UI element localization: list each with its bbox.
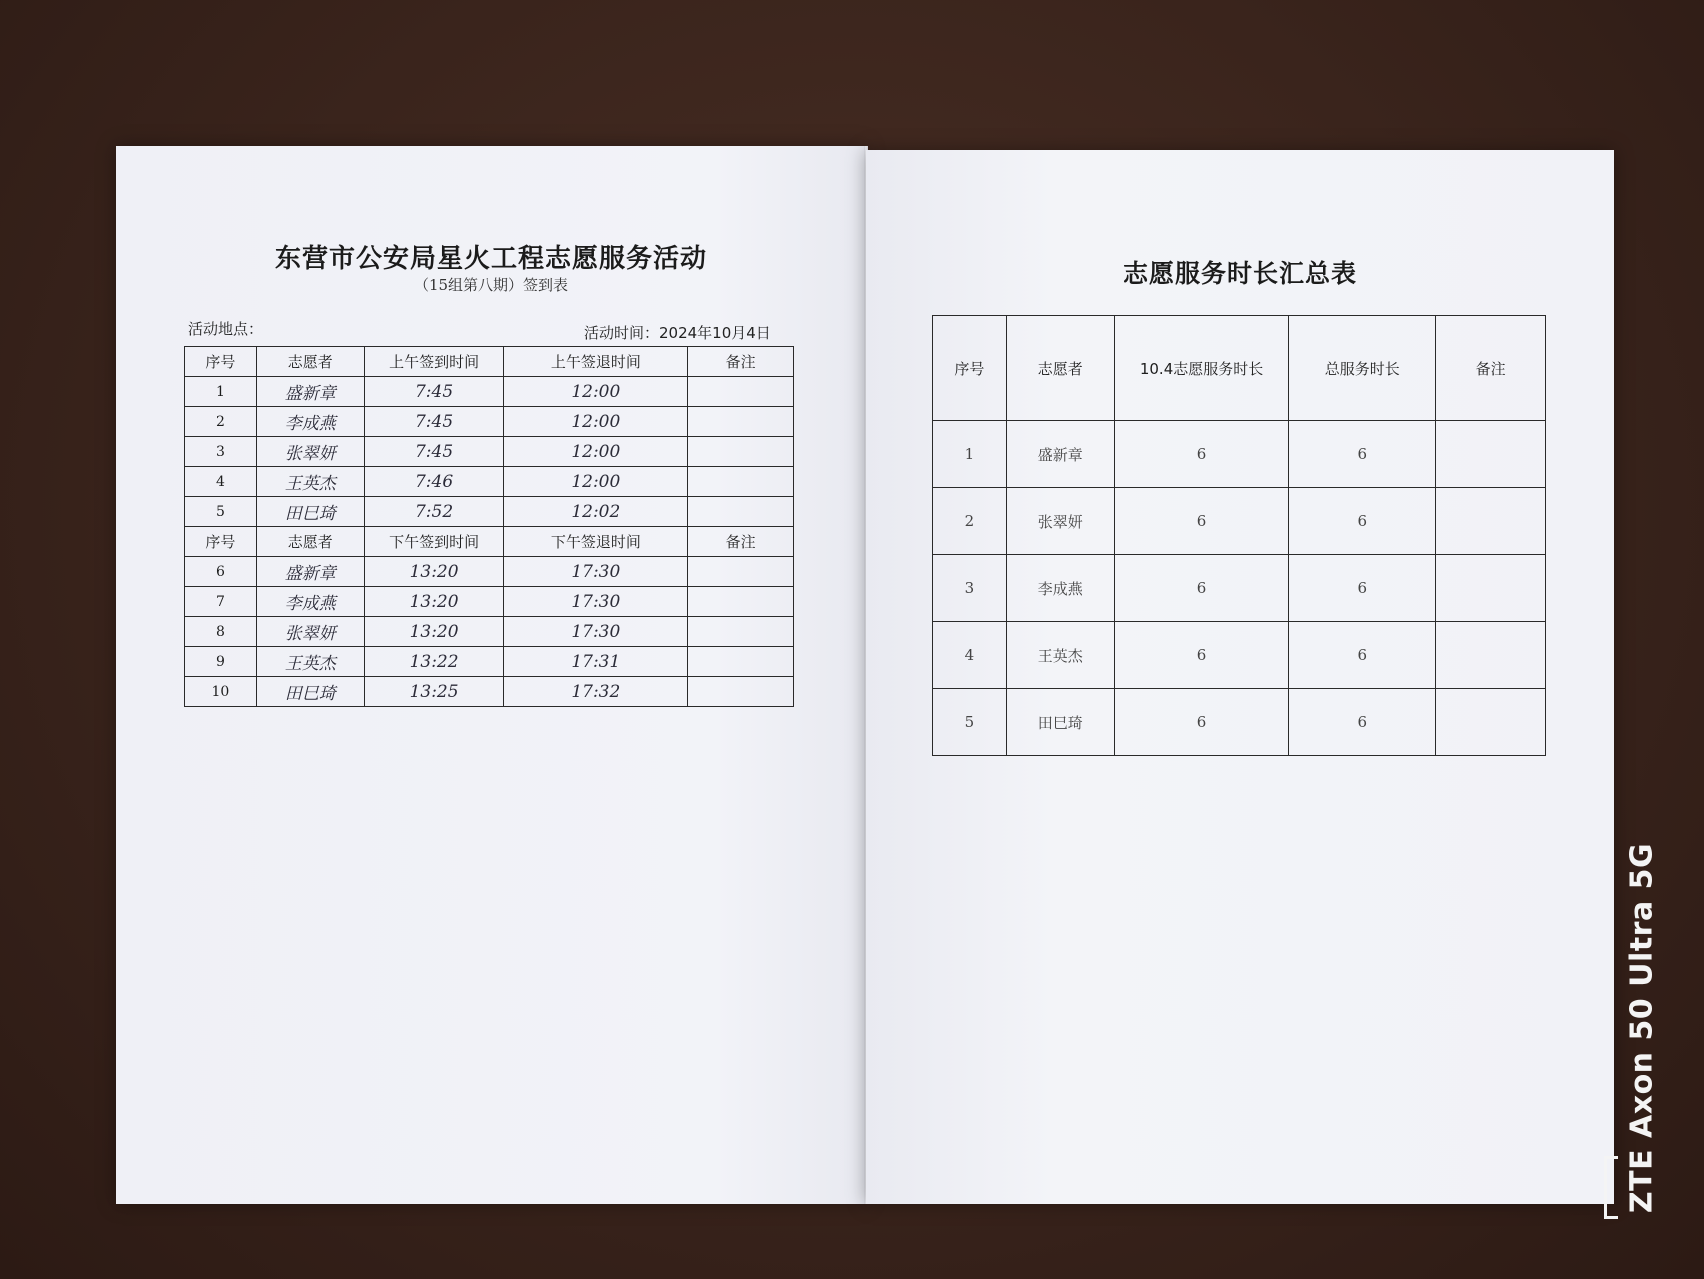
volunteer-signature: 盛新章 (256, 377, 364, 407)
note-cell (688, 407, 794, 437)
service-hours: 6 (1114, 689, 1289, 756)
sign-out-time: 12:00 (504, 377, 688, 407)
header-service-hours: 10.4志愿服务时长 (1114, 316, 1289, 421)
row-number: 1 (933, 421, 1007, 488)
total-hours: 6 (1289, 488, 1436, 555)
total-hours: 6 (1289, 689, 1436, 756)
table-row (185, 587, 794, 617)
sign-in-time: 7:46 (364, 467, 504, 497)
row-number: 3 (185, 437, 257, 467)
volunteer-name: 张翠妍 (1006, 488, 1114, 555)
table-row (185, 467, 794, 497)
table-row (185, 617, 794, 647)
note-cell (1436, 421, 1546, 488)
volunteer-name: 田巳琦 (1006, 689, 1114, 756)
sign-in-table (184, 346, 794, 707)
table-row (185, 497, 794, 527)
sign-in-time: 13:25 (364, 677, 504, 707)
sign-out-time: 17:32 (504, 677, 688, 707)
header-note: 备注 (688, 527, 794, 557)
volunteer-signature: 张翠妍 (256, 437, 364, 467)
service-hours: 6 (1114, 488, 1289, 555)
sign-out-time: 17:30 (504, 557, 688, 587)
sign-out-time: 17:30 (504, 587, 688, 617)
table-row (933, 689, 1546, 756)
note-cell (1436, 689, 1546, 756)
header-note: 备注 (1436, 316, 1546, 421)
table-row (185, 437, 794, 467)
row-number: 9 (185, 647, 257, 677)
volunteer-signature: 李成燕 (256, 587, 364, 617)
header-volunteer: 志愿者 (256, 347, 364, 377)
note-cell (1436, 555, 1546, 622)
sign-out-time: 17:30 (504, 617, 688, 647)
sign-in-time: 7:45 (364, 437, 504, 467)
sheet-title: 东营市公安局星火工程志愿服务活动 (274, 244, 707, 274)
sign-in-time: 13:20 (364, 587, 504, 617)
summary-title: 志愿服务时长汇总表 (1122, 259, 1357, 288)
row-number: 2 (185, 407, 257, 437)
watermark-bracket-icon (1604, 1156, 1625, 1219)
right-summary-sheet (866, 150, 1614, 1204)
sign-out-time: 17:31 (504, 647, 688, 677)
total-hours: 6 (1289, 555, 1436, 622)
note-cell (688, 587, 794, 617)
sign-in-time: 7:45 (364, 377, 504, 407)
table-row (933, 421, 1546, 488)
row-number: 5 (185, 497, 257, 527)
volunteer-signature: 王英杰 (256, 647, 364, 677)
table-row (933, 555, 1546, 622)
header-volunteer: 志愿者 (1006, 316, 1114, 421)
note-cell (688, 497, 794, 527)
row-number: 2 (933, 488, 1007, 555)
volunteer-name: 李成燕 (1006, 555, 1114, 622)
row-number: 1 (185, 377, 257, 407)
total-hours: 6 (1289, 622, 1436, 689)
note-cell (688, 647, 794, 677)
sign-in-time: 13:20 (364, 557, 504, 587)
total-hours: 6 (1289, 421, 1436, 488)
table-row (185, 647, 794, 677)
note-cell (1436, 488, 1546, 555)
table-header-row (933, 316, 1546, 421)
row-number: 10 (185, 677, 257, 707)
table-header-row (185, 347, 794, 377)
header-no: 序号 (185, 527, 257, 557)
note-cell (688, 467, 794, 497)
sign-out-time: 12:00 (504, 437, 688, 467)
header-sign-out: 下午签退时间 (504, 527, 688, 557)
header-sign-out: 上午签退时间 (504, 347, 688, 377)
note-cell (688, 617, 794, 647)
table-row (933, 488, 1546, 555)
location-label: 活动地点： (188, 320, 264, 338)
header-note: 备注 (688, 347, 794, 377)
row-number: 3 (933, 555, 1007, 622)
note-cell (688, 557, 794, 587)
sign-out-time: 12:00 (504, 407, 688, 437)
header-sign-in: 下午签到时间 (364, 527, 504, 557)
activity-time-label: 活动时间：2024年10月4日 (584, 324, 771, 342)
sign-in-time: 13:22 (364, 647, 504, 677)
sign-in-time: 13:20 (364, 617, 504, 647)
row-number: 8 (185, 617, 257, 647)
header-volunteer: 志愿者 (256, 527, 364, 557)
volunteer-signature: 田巳琦 (256, 497, 364, 527)
note-cell (1436, 622, 1546, 689)
header-no: 序号 (933, 316, 1007, 421)
sign-out-time: 12:00 (504, 467, 688, 497)
summary-table (932, 315, 1546, 756)
volunteer-signature: 盛新章 (256, 557, 364, 587)
sheet-subtitle: （15组第八期）签到表 (413, 276, 569, 294)
row-number: 4 (933, 622, 1007, 689)
volunteer-signature: 李成燕 (256, 407, 364, 437)
row-number: 4 (185, 467, 257, 497)
header-no: 序号 (185, 347, 257, 377)
volunteer-signature: 田巳琦 (256, 677, 364, 707)
sign-in-time: 7:45 (364, 407, 504, 437)
table-header-row (185, 527, 794, 557)
note-cell (688, 377, 794, 407)
row-number: 5 (933, 689, 1007, 756)
row-number: 7 (185, 587, 257, 617)
left-sign-in-sheet (116, 146, 866, 1204)
volunteer-name: 盛新章 (1006, 421, 1114, 488)
row-number: 6 (185, 557, 257, 587)
watermark-text: ZTE Axon 50 Ultra 5G (1624, 842, 1660, 1214)
header-total-hours: 总服务时长 (1289, 316, 1436, 421)
table-row (185, 677, 794, 707)
table-row (933, 622, 1546, 689)
note-cell (688, 437, 794, 467)
volunteer-name: 王英杰 (1006, 622, 1114, 689)
service-hours: 6 (1114, 555, 1289, 622)
volunteer-signature: 张翠妍 (256, 617, 364, 647)
sign-in-time: 7:52 (364, 497, 504, 527)
table-row (185, 407, 794, 437)
volunteer-signature: 王英杰 (256, 467, 364, 497)
header-sign-in: 上午签到时间 (364, 347, 504, 377)
service-hours: 6 (1114, 421, 1289, 488)
table-row (185, 557, 794, 587)
sign-out-time: 12:02 (504, 497, 688, 527)
service-hours: 6 (1114, 622, 1289, 689)
note-cell (688, 677, 794, 707)
table-row (185, 377, 794, 407)
